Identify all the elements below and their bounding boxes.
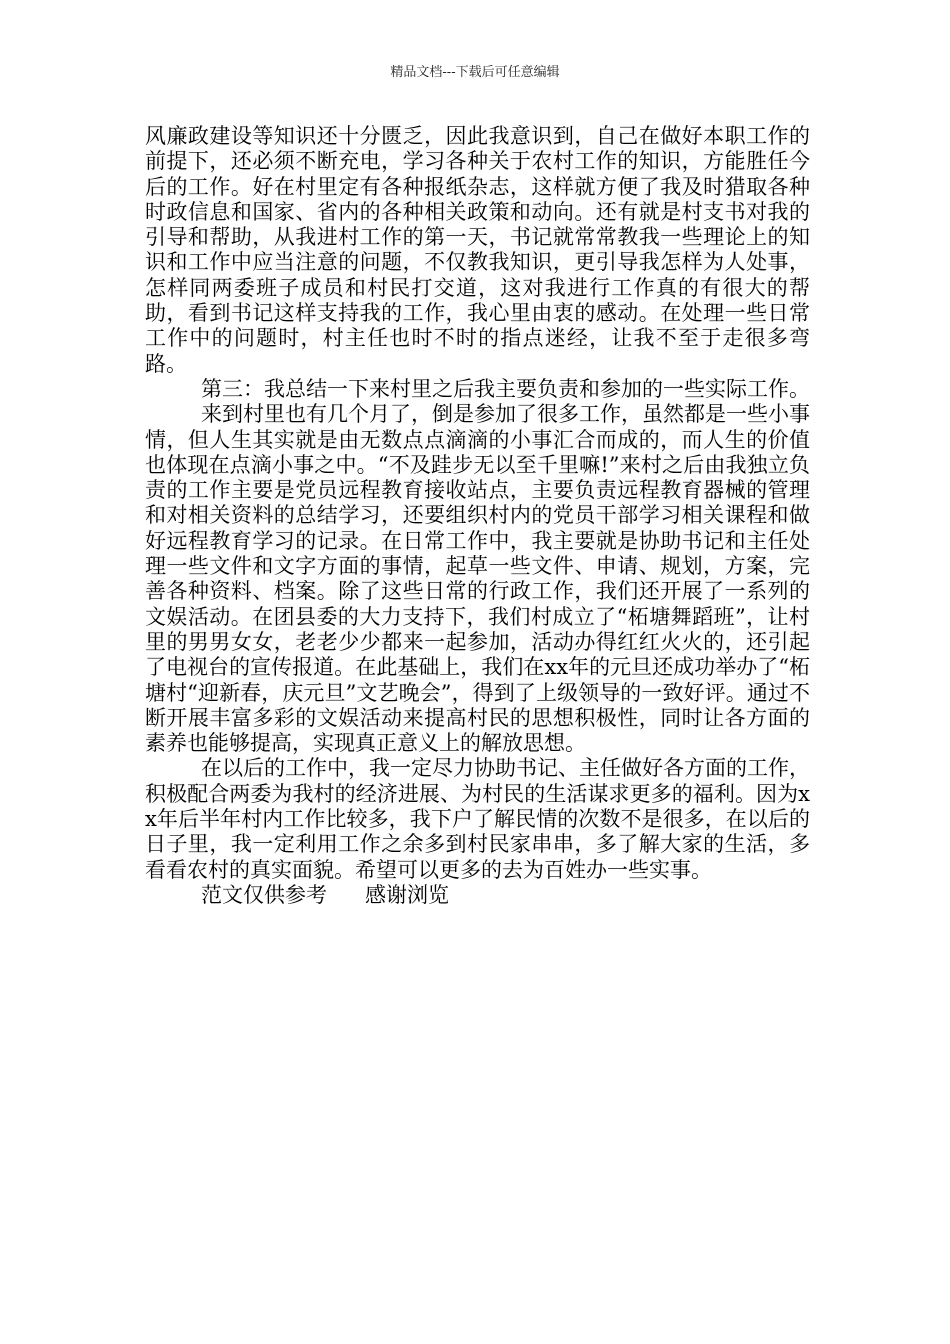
paragraph-1: 风廉政建设等知识还十分匮乏，因此我意识到，自己在做好本职工作的前提下，还必须不断充电，学习各种关于农村工作的知识，方能胜任今后的工作。好在村里定有各种报纸杂志，这样就方便了我及时猎取各种时政信息和国家、省内的各种相关政策和动向。还有就是村支书对我的引导和帮助，从我进村工作的第一天，书记就常常教我一些理论上的知识和工作中应当注意的问题，不仅教我知识，更引导我怎样为人处事，怎样同两委班子成员和村民打交道，这对我进行工作真的有很大的帮助，看到书记这样支持我的工作，我心里由衷的感动。在处理一些日常工作中的问题时，村主任也时不时的指点迷经，让我不至于走很多弯路。 <box>145 124 810 376</box>
closing-note-left: 范文仅供参考 <box>201 882 327 907</box>
closing-note-right: 感谢浏览 <box>365 882 449 907</box>
closing-note <box>145 883 810 908</box>
paragraph-4: 在以后的工作中，我一定尽力协助书记、主任做好各方面的工作，积极配合两委为我村的经济进展、为村民的生活谋求更多的福利。因为xx年后半年村内工作比较多，我下户了解民情的次数不是很多，在以后的日子里，我一定利用工作之余多到村民家串串，多了解大家的生活，多看看农村的真实面貌。希望可以更多的去为百姓办一些实事。 <box>145 756 810 882</box>
document-body <box>145 124 810 908</box>
paragraph-3: 来到村里也有几个月了，倒是参加了很多工作，虽然都是一些小事情，但人生其实就是由无数点点滴滴的小事汇合而成的，而人生的价值也体现在点滴小事之中。“不及跬步无以至千里嘛!”来村之后由我独立负责的工作主要是党员远程教育接收站点，主要负责远程教育器械的管理和对相关资料的总结学习，还要组织村内的党员干部学习相关课程和做好远程教育学习的记录。在日常工作中，我主要就是协助书记和主任处理一些文件和文字方面的事情，起草一些文件、申请、规划，方案，完善各种资料、档案。除了这些日常的行政工作，我们还开展了一系列的文娱活动。在团县委的大力支持下，我们村成立了“柘塘舞蹈班”，让村里的男男女女，老老少少都来一起参加，活动办得红红火火的，还引起了电视台的宣传报道。在此基础上，我们在xx年的元旦还成功举办了“柘塘村“迎新春，庆元旦”文艺晚会”，得到了上级领导的一致好评。通过不断开展丰富多彩的文娱活动来提高村民的思想积极性，同时让各方面的素养也能够提高，实现真正意义上的解放思想。 <box>145 402 810 756</box>
page-header: 精品文档---下载后可任意编辑 <box>390 65 560 80</box>
paragraph-2: 第三：我总结一下来村里之后我主要负责和参加的一些实际工作。 <box>201 376 810 401</box>
